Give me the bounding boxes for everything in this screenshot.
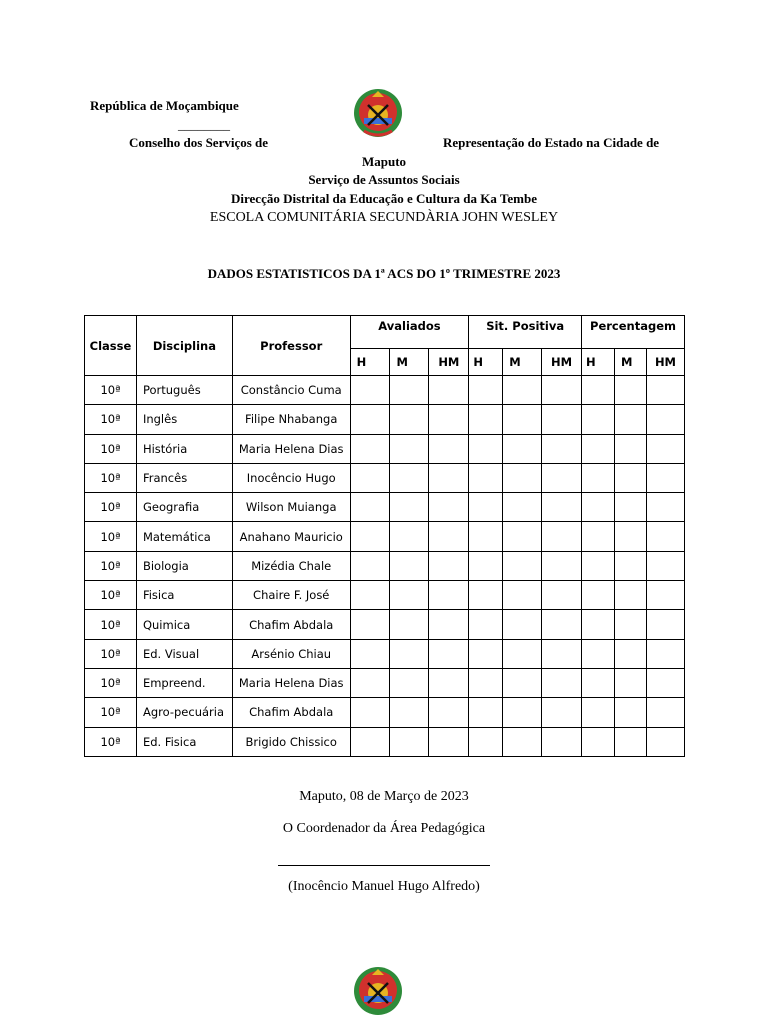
empty-value-cell[interactable]	[429, 434, 469, 463]
empty-value-cell[interactable]	[469, 551, 503, 580]
empty-value-cell[interactable]	[429, 727, 469, 756]
empty-value-cell[interactable]	[542, 581, 582, 610]
empty-value-cell[interactable]	[503, 405, 542, 434]
empty-value-cell[interactable]	[390, 463, 429, 492]
header-h: H	[350, 349, 390, 376]
empty-value-cell[interactable]	[646, 639, 684, 668]
cell-professor: Anahano Mauricio	[232, 522, 350, 551]
empty-value-cell[interactable]	[390, 551, 429, 580]
empty-value-cell[interactable]	[503, 376, 542, 405]
cell-classe: 10ª	[85, 581, 137, 610]
empty-value-cell[interactable]	[350, 463, 390, 492]
empty-value-cell[interactable]	[350, 551, 390, 580]
signature-line	[278, 865, 490, 866]
cell-professor: Inocêncio Hugo	[232, 463, 350, 492]
cell-disciplina: Ed. Visual	[136, 639, 232, 668]
empty-value-cell[interactable]	[390, 376, 429, 405]
empty-value-cell[interactable]	[646, 493, 684, 522]
council-label: Conselho dos Serviços de	[129, 135, 269, 150]
cell-disciplina: História	[136, 434, 232, 463]
empty-value-cell[interactable]	[503, 434, 542, 463]
empty-value-cell[interactable]	[582, 376, 615, 405]
cell-professor: Constâncio Cuma	[232, 376, 350, 405]
coordinator-name: (Inocêncio Manuel Hugo Alfredo)	[288, 879, 480, 894]
cell-professor: Filipe Nhabanga	[232, 405, 350, 434]
empty-value-cell[interactable]	[582, 434, 615, 463]
empty-value-cell[interactable]	[646, 551, 684, 580]
empty-value-cell[interactable]	[614, 727, 646, 756]
table-row	[85, 493, 685, 522]
header-avaliados: Avaliados	[350, 316, 469, 349]
cell-disciplina: Matemática	[136, 522, 232, 551]
cell-classe: 10ª	[85, 376, 137, 405]
republic-label: República de Moçambique	[90, 98, 239, 113]
empty-value-cell[interactable]	[429, 551, 469, 580]
empty-value-cell[interactable]	[542, 522, 582, 551]
empty-value-cell[interactable]	[614, 522, 646, 551]
empty-value-cell[interactable]	[503, 551, 542, 580]
empty-value-cell[interactable]	[390, 610, 429, 639]
empty-value-cell[interactable]	[582, 727, 615, 756]
empty-value-cell[interactable]	[390, 581, 429, 610]
header-disciplina: Disciplina	[136, 316, 232, 376]
empty-value-cell[interactable]	[614, 610, 646, 639]
empty-value-cell[interactable]	[350, 376, 390, 405]
cell-disciplina: Ed. Fisica	[136, 727, 232, 756]
empty-value-cell[interactable]	[429, 463, 469, 492]
empty-value-cell[interactable]	[646, 581, 684, 610]
empty-value-cell[interactable]	[390, 434, 429, 463]
empty-value-cell[interactable]	[646, 376, 684, 405]
empty-value-cell[interactable]	[503, 698, 542, 727]
empty-value-cell[interactable]	[542, 551, 582, 580]
empty-value-cell[interactable]	[582, 698, 615, 727]
empty-value-cell[interactable]	[469, 668, 503, 697]
direction-label: Direcção Distrital da Educação e Cultura da Ka Tembe	[231, 191, 537, 206]
cell-professor: Mizédia Chale	[232, 551, 350, 580]
empty-value-cell[interactable]	[429, 698, 469, 727]
empty-value-cell[interactable]	[614, 434, 646, 463]
empty-value-cell[interactable]	[582, 522, 615, 551]
empty-value-cell[interactable]	[350, 434, 390, 463]
cell-professor: Chafim Abdala	[232, 698, 350, 727]
cell-disciplina: Quimica	[136, 610, 232, 639]
empty-value-cell[interactable]	[429, 610, 469, 639]
empty-value-cell[interactable]	[614, 376, 646, 405]
table-row	[85, 522, 685, 551]
table-row	[85, 405, 685, 434]
header-hm: HM	[646, 349, 684, 376]
service-label: Serviço de Assuntos Sociais	[308, 172, 460, 187]
empty-value-cell[interactable]	[429, 639, 469, 668]
empty-value-cell[interactable]	[469, 522, 503, 551]
city-label: Maputo	[361, 154, 407, 169]
empty-value-cell[interactable]	[469, 434, 503, 463]
empty-value-cell[interactable]	[542, 727, 582, 756]
empty-value-cell[interactable]	[390, 493, 429, 522]
empty-value-cell[interactable]	[614, 405, 646, 434]
empty-value-cell[interactable]	[350, 668, 390, 697]
cell-disciplina: Francês	[136, 463, 232, 492]
empty-value-cell[interactable]	[469, 493, 503, 522]
empty-value-cell[interactable]	[350, 727, 390, 756]
header-hm: HM	[429, 349, 469, 376]
cell-disciplina: Empreend.	[136, 668, 232, 697]
header-underline: ________	[178, 117, 230, 132]
table-row	[85, 581, 685, 610]
empty-value-cell[interactable]	[469, 639, 503, 668]
empty-value-cell[interactable]	[614, 639, 646, 668]
empty-value-cell[interactable]	[542, 405, 582, 434]
empty-value-cell[interactable]	[350, 581, 390, 610]
cell-disciplina: Fisica	[136, 581, 232, 610]
header-professor: Professor	[232, 316, 350, 376]
mozambique-emblem-icon	[350, 85, 406, 141]
header-classe: Classe	[85, 316, 137, 376]
header-h: H	[469, 349, 503, 376]
empty-value-cell[interactable]	[503, 668, 542, 697]
empty-value-cell[interactable]	[646, 405, 684, 434]
empty-value-cell[interactable]	[390, 522, 429, 551]
cell-professor: Brigido Chissico	[232, 727, 350, 756]
table-row	[85, 551, 685, 580]
empty-value-cell[interactable]	[469, 463, 503, 492]
school-name: ESCOLA COMUNITÁRIA SECUNDÀRIA JOHN WESLEY	[209, 210, 559, 225]
empty-value-cell[interactable]	[503, 639, 542, 668]
empty-value-cell[interactable]	[582, 610, 615, 639]
empty-value-cell[interactable]	[542, 463, 582, 492]
empty-value-cell[interactable]	[390, 405, 429, 434]
empty-value-cell[interactable]	[646, 434, 684, 463]
empty-value-cell[interactable]	[582, 551, 615, 580]
empty-value-cell[interactable]	[469, 727, 503, 756]
cell-classe: 10ª	[85, 639, 137, 668]
empty-value-cell[interactable]	[429, 522, 469, 551]
empty-value-cell[interactable]	[469, 698, 503, 727]
empty-value-cell[interactable]	[582, 581, 615, 610]
empty-value-cell[interactable]	[646, 727, 684, 756]
cell-disciplina: Geografia	[136, 493, 232, 522]
empty-value-cell[interactable]	[350, 610, 390, 639]
empty-value-cell[interactable]	[542, 610, 582, 639]
cell-disciplina: Agro-pecuária	[136, 698, 232, 727]
empty-value-cell[interactable]	[542, 668, 582, 697]
empty-value-cell[interactable]	[503, 581, 542, 610]
empty-value-cell[interactable]	[614, 493, 646, 522]
empty-value-cell[interactable]	[429, 376, 469, 405]
mozambique-emblem-icon	[350, 963, 406, 1019]
empty-value-cell[interactable]	[429, 405, 469, 434]
empty-value-cell[interactable]	[582, 463, 615, 492]
empty-value-cell[interactable]	[646, 668, 684, 697]
header-m: M	[390, 349, 429, 376]
table-row	[85, 668, 685, 697]
cell-classe: 10ª	[85, 522, 137, 551]
empty-value-cell[interactable]	[614, 463, 646, 492]
document-title: DADOS ESTATISTICOS DA 1ª ACS DO 1º TRIMESTRE 2023	[207, 266, 561, 281]
empty-value-cell[interactable]	[582, 668, 615, 697]
cell-classe: 10ª	[85, 610, 137, 639]
empty-value-cell[interactable]	[542, 493, 582, 522]
table-row	[85, 376, 685, 405]
empty-value-cell[interactable]	[503, 493, 542, 522]
cell-classe: 10ª	[85, 698, 137, 727]
header-m: M	[503, 349, 542, 376]
empty-value-cell[interactable]	[646, 698, 684, 727]
cell-classe: 10ª	[85, 668, 137, 697]
header-sit-positiva: Sit. Positiva	[469, 316, 582, 349]
cell-classe: 10ª	[85, 463, 137, 492]
header-h: H	[582, 349, 615, 376]
empty-value-cell[interactable]	[469, 376, 503, 405]
cell-disciplina: Biologia	[136, 551, 232, 580]
empty-value-cell[interactable]	[614, 551, 646, 580]
place-date: Maputo, 08 de Março de 2023	[299, 789, 469, 804]
coordinator-role: O Coordenador da Área Pedagógica	[282, 821, 486, 836]
empty-value-cell[interactable]	[350, 639, 390, 668]
cell-professor: Arsénio Chiau	[232, 639, 350, 668]
empty-value-cell[interactable]	[469, 405, 503, 434]
cell-classe: 10ª	[85, 727, 137, 756]
empty-value-cell[interactable]	[503, 522, 542, 551]
empty-value-cell[interactable]	[429, 581, 469, 610]
cell-professor: Wilson Muianga	[232, 493, 350, 522]
cell-classe: 10ª	[85, 493, 137, 522]
header-hm: HM	[542, 349, 582, 376]
empty-value-cell[interactable]	[503, 610, 542, 639]
empty-value-cell[interactable]	[542, 376, 582, 405]
empty-value-cell[interactable]	[542, 434, 582, 463]
statistics-table	[84, 315, 685, 757]
table-row	[85, 727, 685, 756]
empty-value-cell[interactable]	[350, 698, 390, 727]
table-row	[85, 610, 685, 639]
empty-value-cell[interactable]	[390, 639, 429, 668]
empty-value-cell[interactable]	[503, 727, 542, 756]
empty-value-cell[interactable]	[646, 610, 684, 639]
empty-value-cell[interactable]	[582, 493, 615, 522]
empty-value-cell[interactable]	[350, 493, 390, 522]
empty-value-cell[interactable]	[582, 405, 615, 434]
table-row	[85, 698, 685, 727]
empty-value-cell[interactable]	[646, 522, 684, 551]
header-percentagem: Percentagem	[582, 316, 685, 349]
empty-value-cell[interactable]	[429, 668, 469, 697]
empty-value-cell[interactable]	[469, 610, 503, 639]
empty-value-cell[interactable]	[390, 668, 429, 697]
empty-value-cell[interactable]	[390, 727, 429, 756]
cell-professor: Maria Helena Dias	[232, 434, 350, 463]
cell-professor: Chafim Abdala	[232, 610, 350, 639]
cell-classe: 10ª	[85, 434, 137, 463]
empty-value-cell[interactable]	[390, 698, 429, 727]
table-row	[85, 639, 685, 668]
empty-value-cell[interactable]	[614, 581, 646, 610]
cell-disciplina: Inglês	[136, 405, 232, 434]
empty-value-cell[interactable]	[614, 698, 646, 727]
empty-value-cell[interactable]	[429, 493, 469, 522]
header-m: M	[614, 349, 646, 376]
empty-value-cell[interactable]	[646, 463, 684, 492]
empty-value-cell[interactable]	[350, 522, 390, 551]
empty-value-cell[interactable]	[350, 405, 390, 434]
cell-professor: Maria Helena Dias	[232, 668, 350, 697]
empty-value-cell[interactable]	[614, 668, 646, 697]
cell-disciplina: Português	[136, 376, 232, 405]
cell-professor: Chaire F. José	[232, 581, 350, 610]
empty-value-cell[interactable]	[503, 463, 542, 492]
cell-classe: 10ª	[85, 551, 137, 580]
table-row	[85, 463, 685, 492]
empty-value-cell[interactable]	[582, 639, 615, 668]
cell-classe: 10ª	[85, 405, 137, 434]
empty-value-cell[interactable]	[542, 639, 582, 668]
empty-value-cell[interactable]	[542, 698, 582, 727]
empty-value-cell[interactable]	[469, 581, 503, 610]
representation-label: Representação do Estado na Cidade de	[443, 135, 660, 150]
table-row	[85, 434, 685, 463]
